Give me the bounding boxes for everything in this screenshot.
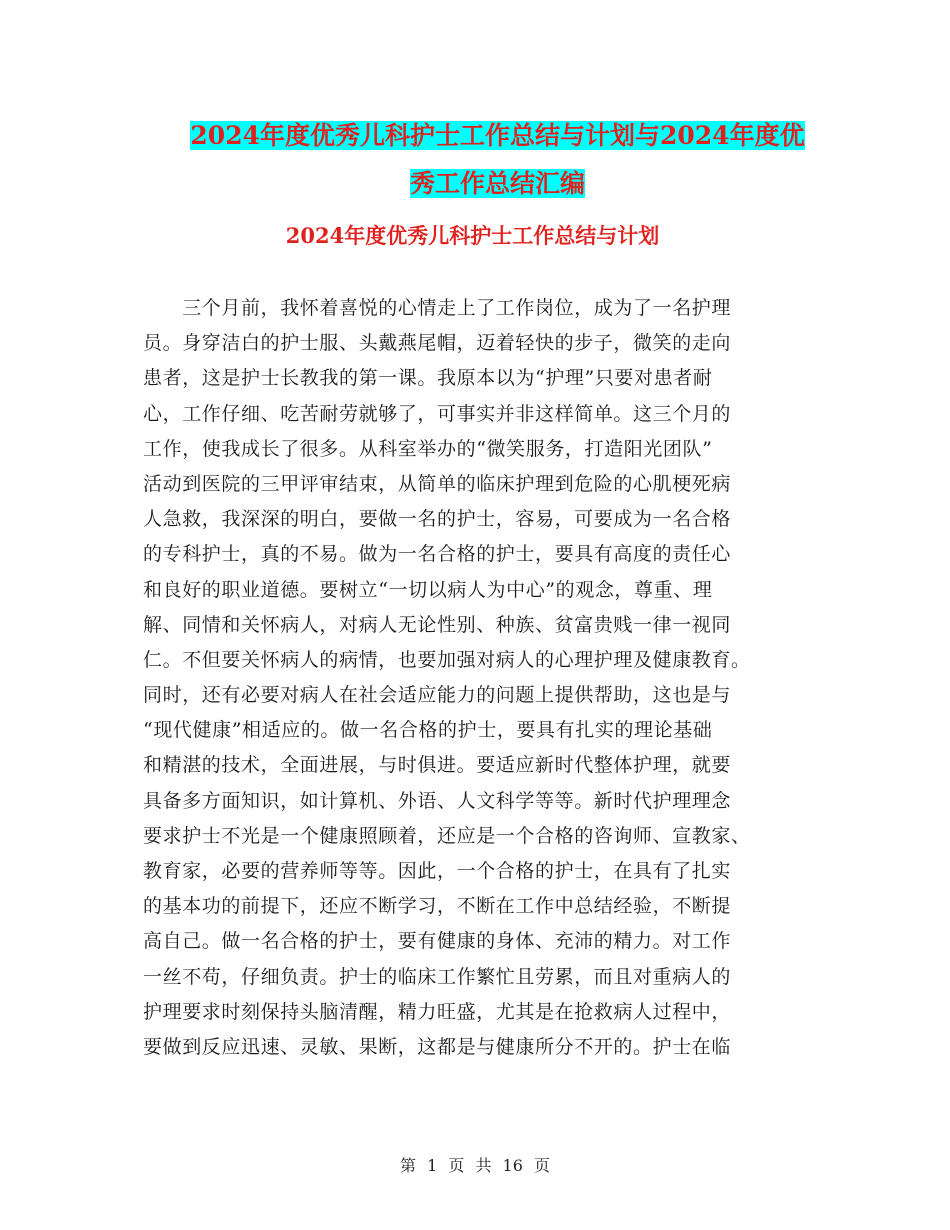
body-line: 的基本功的前提下，还应不断学习，不断在工作中总结经验，不断提 — [143, 895, 732, 918]
body-line: 工作，使我成长了很多。从科室举办的“微笑服务，打造阳光团队” — [143, 437, 713, 460]
body-line: 护理要求时刻保持头脑清醒，精力旺盛，尤其是在抢救病人过程中， — [143, 1000, 732, 1023]
body-line: 仁。不但要关怀病人的病情，也要加强对病人的心理护理及健康教育。 — [143, 648, 751, 671]
body-line: 员。身穿洁白的护士服、头戴燕尾帽，迈着轻快的步子，微笑的走向 — [143, 332, 732, 355]
body-paragraph — [143, 291, 797, 1065]
body-line: 人急救，我深深的明白，要做一名的护士，容易，可要成为一名合格 — [143, 508, 732, 531]
body-line: 患者，这是护士长教我的第一课。我原本以为“护理”只要对患者耐 — [143, 367, 713, 390]
body-line: 三个月前，我怀着喜悦的心情走上了工作岗位，成为了一名护理 — [143, 297, 732, 319]
body-line: 的专科护士，真的不易。做为一名合格的护士，要具有高度的责任心 — [143, 543, 732, 566]
body-line: 活动到医院的三甲评审结束，从简单的临床护理到危险的心肌梗死病 — [143, 472, 732, 495]
body-line: 要做到反应迅速、灵敏、果断，这都是与健康所分不开的。护士在临 — [143, 1035, 732, 1058]
body-line: 解、同情和关怀病人，对病人无论性别、种族、贫富贵贱一律一视同 — [143, 613, 732, 636]
body-line: 一丝不苟，仔细负责。护士的临床工作繁忙且劳累，而且对重病人的 — [143, 965, 732, 988]
body-line: 心，工作仔细、吃苦耐劳就够了，可事实并非这样简单。这三个月的 — [143, 402, 732, 425]
body-line: 具备多方面知识，如计算机、外语、人文科学等等。新时代护理理念 — [143, 789, 732, 812]
body-line: 教育家，必要的营养师等等。因此，一个合格的护士，在具有了扎实 — [143, 860, 732, 882]
main-title-line-2: 秀工作总结汇编 — [409, 169, 585, 198]
body-line: 和良好的职业道德。要树立“一切以病人为中心”的观念，尊重、理 — [143, 578, 713, 601]
section-title: 2024年度优秀儿科护士工作总结与计划 — [285, 223, 660, 248]
body-line: 要求护士不光是一个健康照顾着，还应是一个合格的咨询师、宣教家、 — [143, 824, 751, 847]
body-line: “现代健康”相适应的。做一名合格的护士，要具有扎实的理论基础 — [143, 719, 713, 742]
document-main-title — [140, 112, 855, 208]
body-line: 和精湛的技术，全面进展，与时俱进。要适应新时代整体护理，就要 — [143, 754, 732, 777]
body-line: 高自己。做一名合格的护士，要有健康的身体、充沛的精力。对工作 — [143, 930, 732, 953]
main-title-line-1: 2024年度优秀儿科护士工作总结与计划与2024年度优 — [190, 121, 805, 150]
body-line: 同时，还有必要对病人在社会适应能力的问题上提供帮助，这也是与 — [143, 684, 732, 707]
page-footer: 第 1 页 共 16 页 — [400, 1156, 550, 1175]
